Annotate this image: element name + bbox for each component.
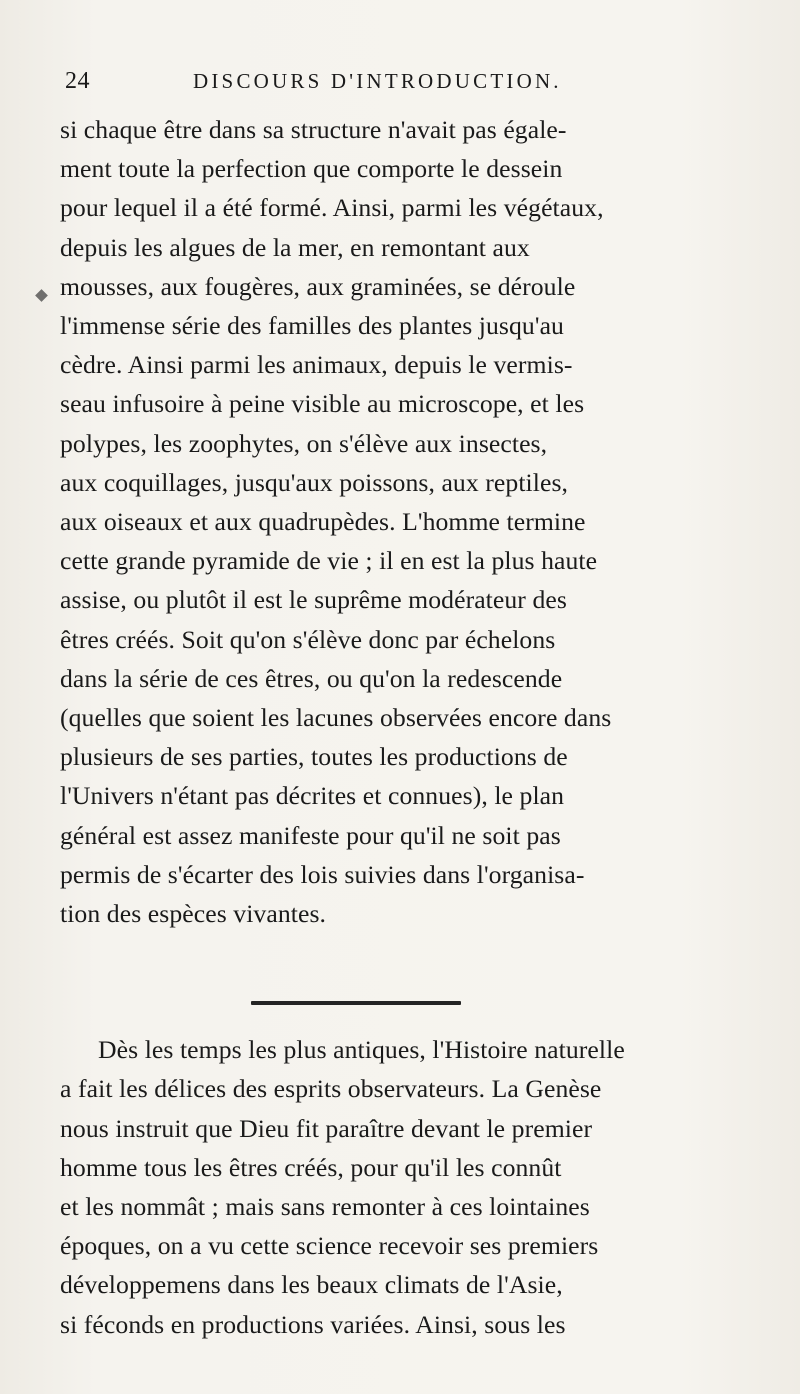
text-line: général est assez manifeste pour qu'il ne soit pas — [60, 820, 561, 850]
text-line: si chaque être dans sa structure n'avait pas égale- — [60, 115, 567, 144]
text-line: ment toute la perfection que comporte le dessein — [60, 154, 563, 184]
text-line: l'immense série des familles des plantes jusqu'au — [60, 311, 564, 341]
text-line: (quelles que soient les lacunes observées encore dans — [60, 703, 612, 733]
text-line: seau infusoire à peine visible au microscope, et les — [60, 389, 585, 419]
paragraph-1 — [60, 110, 772, 933]
text-line: époques, on a vu cette science recevoir ses premiers — [60, 1231, 599, 1261]
text-line: pour lequel il a été formé. Ainsi, parmi les végétaux, — [60, 193, 604, 223]
text-line: cette grande pyramide de vie ; il en est la plus haute — [60, 546, 598, 576]
text-line: depuis les algues de la mer, en remontant aux — [60, 232, 530, 262]
text-line: êtres créés. Soit qu'on s'élève donc par échelons — [60, 624, 556, 654]
text-line: si féconds en productions variées. Ainsi, sous les — [60, 1309, 566, 1339]
text-line: polypes, les zoophytes, on s'élève aux insectes, — [60, 428, 548, 458]
text-line: cèdre. Ainsi parmi les animaux, depuis le vermis- — [60, 350, 573, 380]
text-line: aux coquillages, jusqu'aux poissons, aux reptiles, — [60, 467, 569, 497]
text-line: l'Univers n'étant pas décrites et connues), le plan — [60, 781, 565, 811]
text-line: nous instruit que Dieu fit paraître devant le premier — [60, 1113, 593, 1143]
text-line: homme tous les êtres créés, pour qu'il les connût — [60, 1152, 562, 1182]
text-line: a fait les délices des esprits observateurs. La Genèse — [60, 1074, 602, 1104]
text-line: plusieurs de ses parties, toutes les productions de — [60, 742, 568, 772]
section-separator — [251, 1001, 461, 1005]
text-line: assise, ou plutôt il est le suprême modérateur des — [60, 585, 567, 615]
text-line: Dès les temps les plus antiques, l'Histoire naturelle — [98, 1035, 625, 1065]
page-number: 24 — [65, 68, 90, 94]
text-line: tion des espèces vivantes. — [60, 899, 327, 929]
ink-spot — [35, 289, 48, 302]
page-header — [60, 68, 772, 104]
paragraph-2 — [60, 1030, 772, 1344]
text-line: et les nommât ; mais sans remonter à ces lointaines — [60, 1192, 590, 1222]
text-line: dans la série de ces êtres, ou qu'on la redescende — [60, 663, 563, 693]
text-line: mousses, aux fougères, aux graminées, se déroule — [60, 271, 576, 301]
running-head: DISCOURS D'INTRODUCTION. — [193, 69, 562, 93]
text-line: aux oiseaux et aux quadrupèdes. L'homme termine — [60, 507, 586, 537]
text-line: développemens dans les beaux climats de l'Asie, — [60, 1270, 563, 1300]
text-line: permis de s'écarter des lois suivies dans l'organisa- — [60, 859, 585, 889]
